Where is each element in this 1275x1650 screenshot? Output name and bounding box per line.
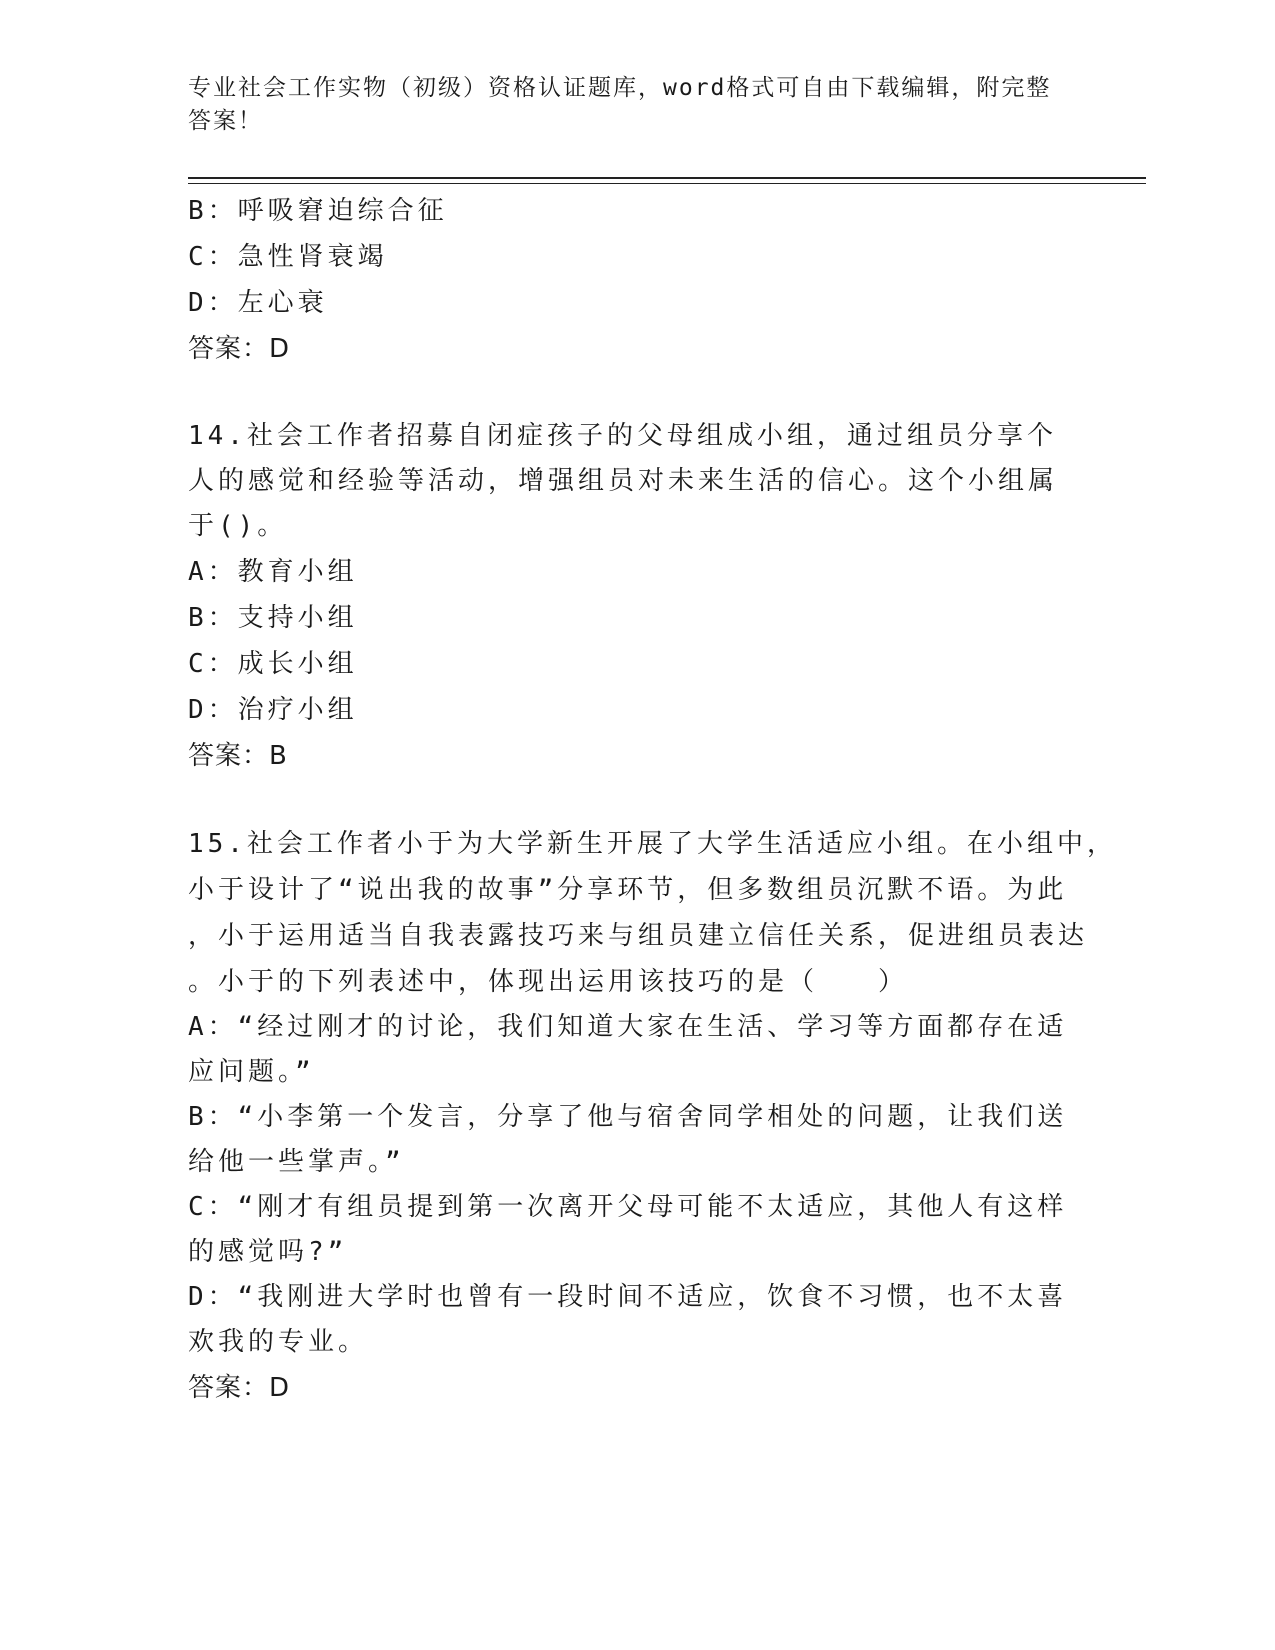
- document-body: [188, 188, 1117, 1411]
- header-text: 专业社会工作实物（初级）资格认证题库，word格式可自由下载编辑，附完整答案！: [188, 75, 1052, 134]
- answer: 答案：B: [188, 741, 288, 771]
- option-b: B：“小李第一个发言，分享了他与宿舍同学相处的问题，让我们送给他一些掌声。”: [188, 1102, 1068, 1177]
- question-stem: 14.社会工作者招募自闭症孩子的父母组成小组，通过组员分享个人的感觉和经验等活动，增强组员对未来生活的信心。这个小组属于()。: [188, 421, 1059, 541]
- option-c: C：成长小组: [188, 649, 358, 679]
- spacer: [188, 779, 1068, 821]
- header-rule-thick: [188, 177, 1146, 179]
- option-a: A：教育小组: [188, 557, 358, 587]
- option-a: A：“经过刚才的讨论，我们知道大家在生活、学习等方面都存在适应问题。”: [188, 1012, 1068, 1087]
- spacer: [188, 372, 1068, 414]
- question-stem-line: ，小于运用适当自我表露技巧来与组员建立信任关系，促进组员表达: [188, 921, 1089, 951]
- question-stem-line: 小于设计了“说出我的故事”分享环节，但多数组员沉默不语。为此: [188, 875, 1068, 905]
- option-c: C：急性肾衰竭: [188, 242, 388, 272]
- option-d: D：左心衰: [188, 288, 328, 318]
- option-b: B：支持小组: [188, 603, 358, 633]
- question-stem-line: 。小于的下列表述中，体现出运用该技巧的是（ ）: [188, 967, 909, 997]
- question-stem-line: 15.社会工作者小于为大学新生开展了大学生活适应小组。在小组中，: [188, 829, 1117, 859]
- answer: 答案：D: [188, 1373, 291, 1403]
- question-14: [188, 414, 1068, 779]
- answer: 答案：D: [188, 334, 291, 364]
- option-d: D：“我刚进大学时也曾有一段时间不适应，饮食不习惯，也不太喜欢我的专业。: [188, 1282, 1068, 1357]
- document-header: [188, 72, 1068, 138]
- header-rule-thin: [188, 183, 1146, 184]
- prev-question: [188, 188, 1068, 372]
- question-15: [188, 821, 1117, 1411]
- option-b: B：呼吸窘迫综合征: [188, 196, 448, 226]
- option-d: D：治疗小组: [188, 695, 358, 725]
- option-c: C：“刚才有组员提到第一次离开父母可能不太适应，其他人有这样的感觉吗?”: [188, 1192, 1068, 1267]
